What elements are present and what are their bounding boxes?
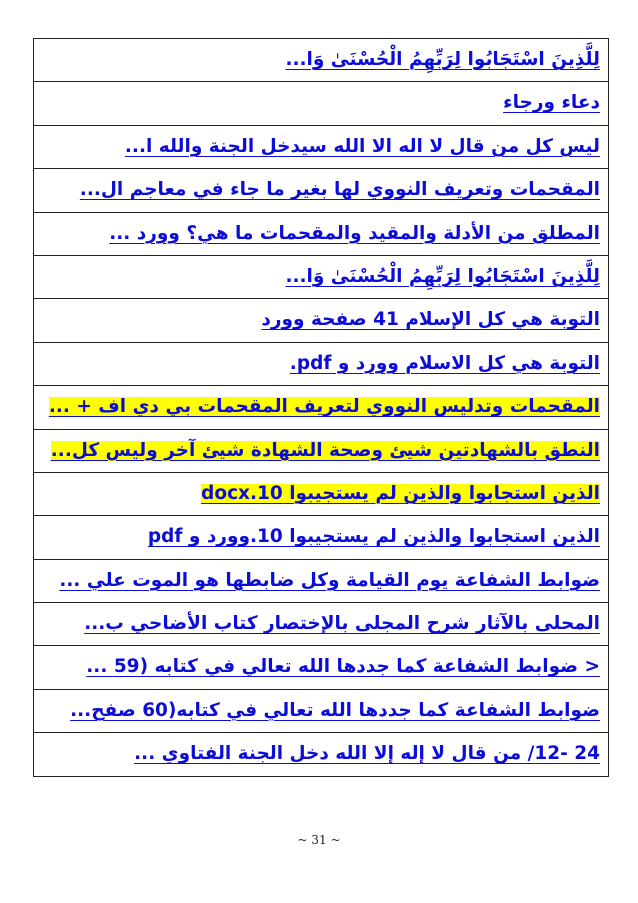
table-row [34,82,608,125]
table-row [34,733,608,776]
document-link[interactable]: 24 -12/ من قال لا إله إلا الله دخل الجنة الفتاوي ... [134,743,600,765]
document-link[interactable]: التوبة هي كل الإسلام 41 صفحة وورد [261,309,600,331]
table-row [34,213,608,256]
table-row [34,473,608,516]
table-row [34,386,608,429]
highlighted-document-link[interactable]: النطق بالشهادتين شيئ وصحة الشهادة شيئ آخر وليس كل... [50,439,600,461]
table-row [34,560,608,603]
document-link[interactable]: ليس كل من قال لا اله الا الله سيدخل الجنة والله ا... [124,135,600,157]
highlighted-document-link[interactable]: الذين استجابوا والذين لم يستجيبوا docx.10 [201,482,600,504]
document-link[interactable]: التوبة هي كل الاسلام وورد و pdf. [289,352,600,374]
document-link[interactable]: لِلَّذِينَ اسْتَجَابُوا لِرَبِّهِمُ الْحُسْنَىٰ وَا... [285,49,600,71]
table-row [34,299,608,342]
table-row [34,169,608,212]
table-row [34,646,608,689]
table-row [34,690,608,733]
table-row [34,256,608,299]
table-row [34,430,608,473]
document-link[interactable]: دعاء ورجاء [503,92,600,114]
table-row [34,126,608,169]
document-link[interactable]: المحلى بالآثار شرح المجلى بالإختصار كتاب الأضاحي ب... [84,613,600,635]
table-row [34,343,608,386]
page-number: ~ 31 ~ [297,833,341,847]
document-link[interactable]: ضوابط الشفاعة يوم القيامة وكل ضابطها هو الموت علي ... [59,569,600,591]
table-row [34,603,608,646]
highlighted-document-link[interactable]: المقحمات وتدليس النووي لتعريف المقحمات بي دي اف + ... [48,396,600,418]
table-row [34,39,608,82]
document-link-table [33,38,609,777]
table-row [34,516,608,559]
document-link[interactable]: لِلَّذِينَ اسْتَجَابُوا لِرَبِّهِمُ الْحُسْنَىٰ وَا... [285,265,600,287]
document-link[interactable]: < ضوابط الشفاعة كما جددها الله تعالي في كتابه (59 ... [86,656,600,678]
document-link[interactable]: ضوابط الشفاعة كما جددها الله تعالي في كتابه(60 صفح... [70,699,600,721]
document-link[interactable]: المقحمات وتعريف النووي لها بغير ما جاء في معاجم ال... [79,179,600,201]
document-link[interactable]: الذين استجابوا والذين لم يستجيبوا 10.وورد و pdf [147,526,600,548]
document-link[interactable]: المطلق من الأدلة والمقيد والمقحمات ما هي؟ وورد ... [109,222,600,244]
